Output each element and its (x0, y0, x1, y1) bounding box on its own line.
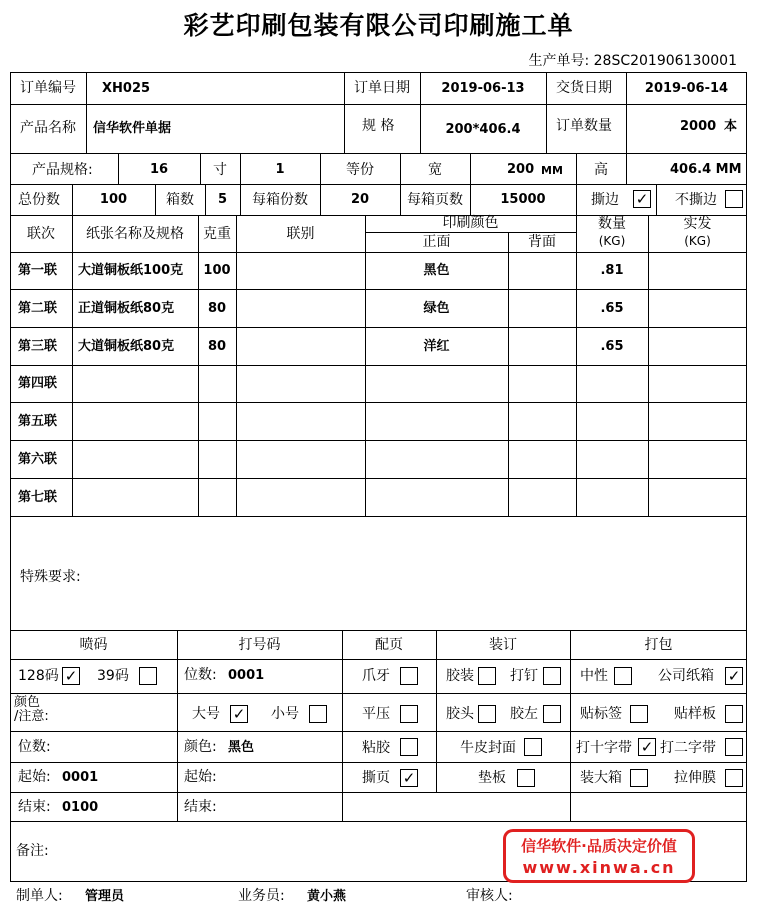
label-stick-checkbox[interactable] (630, 705, 648, 723)
header-print-color: 印刷颜色 (442, 215, 499, 231)
sticky-checkbox[interactable] (400, 738, 418, 756)
neutral-checkbox[interactable] (614, 667, 632, 685)
tear-page-label: 撕页 (362, 770, 390, 786)
claw-label: 爪牙 (362, 668, 390, 684)
no-tear-edge-label: 不撕边 (675, 192, 717, 208)
order-qty-label: 订单数量 (556, 118, 612, 134)
start-value[interactable]: 0001 (62, 770, 99, 785)
big-box-checkbox[interactable] (630, 769, 648, 787)
row-front-color[interactable]: 绿色 (423, 301, 450, 316)
glue-bind-checkbox[interactable] (478, 667, 496, 685)
neutral-label: 中性 (580, 668, 608, 684)
pad-label: 垫板 (478, 770, 506, 786)
cross-strap-label: 打十字带 (576, 740, 632, 756)
row-part: 第七联 (18, 490, 58, 505)
stretch-film-checkbox[interactable] (725, 769, 743, 787)
row-part: 第五联 (18, 414, 58, 429)
row-front-color[interactable]: 黑色 (423, 263, 450, 278)
double-strap-checkbox[interactable] (725, 738, 743, 756)
order-qty-unit: 本 (724, 119, 738, 134)
small-size-checkbox[interactable] (309, 705, 327, 723)
order-qty-value[interactable]: 2000 (680, 119, 717, 134)
boxes-label: 箱数 (166, 192, 194, 208)
per-box-value[interactable]: 20 (350, 192, 370, 207)
stamp-slogan: 信华软件·品质决定价值 (521, 837, 677, 855)
label-stick-label: 贴标签 (580, 706, 622, 722)
digits2-label: 位数: (18, 739, 51, 755)
total-copies-label: 总份数 (18, 192, 60, 208)
tear-page-checkbox[interactable]: ✓ (400, 769, 418, 787)
header-binding: 装订 (489, 637, 517, 653)
total-copies-value[interactable]: 100 (99, 192, 128, 207)
row-paper[interactable]: 大道铜板纸80克 (78, 339, 175, 354)
cross-strap-checkbox[interactable]: ✓ (638, 738, 656, 756)
product-spec-label: 产品规格: (32, 162, 93, 178)
row-paper[interactable]: 大道铜板纸100克 (78, 263, 184, 278)
code39-checkbox[interactable] (139, 667, 157, 685)
parts-label: 等份 (346, 162, 374, 178)
order-no-label: 订单编号 (20, 80, 76, 96)
row-part: 第三联 (18, 339, 58, 354)
remarks-label: 备注: (16, 843, 49, 859)
special-requirements-label: 特殊要求: (20, 569, 81, 585)
salesperson-label: 业务员: (238, 888, 285, 904)
sample-board-checkbox[interactable] (725, 705, 743, 723)
pages-per-box-label: 每箱页数 (407, 192, 463, 208)
stretch-film-label: 拉伸膜 (674, 770, 716, 786)
digits-value[interactable]: 0001 (228, 668, 265, 683)
staple-label: 打钉 (510, 668, 538, 684)
row-qty[interactable]: .65 (600, 301, 624, 316)
production-number: 生产单号: 28SC201906130001 (528, 53, 737, 69)
order-date-value[interactable]: 2019-06-13 (441, 81, 525, 96)
row-paper[interactable]: 正道铜板纸80克 (78, 301, 175, 316)
header-paper: 纸张名称及规格 (86, 226, 184, 242)
width-unit: MM (541, 164, 563, 177)
maker-value[interactable]: 管理员 (85, 889, 125, 904)
width-value[interactable]: 200 (507, 162, 535, 177)
header-actual-unit: (KG) (684, 234, 711, 248)
row-qty[interactable]: .81 (600, 263, 624, 278)
header-spray-code: 喷码 (79, 637, 108, 653)
color-value[interactable]: 黑色 (228, 740, 255, 755)
page-title: 彩艺印刷包装有限公司印刷施工单 (183, 11, 574, 40)
product-spec-value[interactable]: 16 (149, 162, 169, 177)
header-front: 正面 (422, 234, 451, 250)
row-part: 第四联 (18, 376, 58, 391)
glue-head-checkbox[interactable] (478, 705, 496, 723)
order-date-label: 订单日期 (354, 80, 410, 96)
row-weight[interactable]: 100 (203, 263, 231, 278)
row-weight[interactable]: 80 (207, 301, 227, 316)
row-part: 第二联 (18, 301, 58, 316)
company-box-checkbox[interactable]: ✓ (725, 667, 743, 685)
no-tear-edge-checkbox[interactable] (725, 190, 743, 208)
product-name-value[interactable]: 信华软件单据 (93, 121, 172, 136)
reviewer-label: 审核人: (466, 888, 513, 904)
kraft-cover-label: 牛皮封面 (460, 740, 516, 756)
pad-checkbox[interactable] (517, 769, 535, 787)
tear-edge-checkbox[interactable]: ✓ (633, 190, 651, 208)
salesperson-value[interactable]: 黄小燕 (307, 889, 347, 904)
digits-label: 位数: (184, 667, 217, 683)
per-box-label: 每箱份数 (252, 192, 308, 208)
big-size-label: 大号 (192, 706, 220, 722)
row-part: 第六联 (18, 452, 58, 467)
delivery-date-value[interactable]: 2019-06-14 (644, 81, 729, 96)
sticky-label: 粘胶 (362, 740, 390, 756)
staple-checkbox[interactable] (543, 667, 561, 685)
stamp-website: www.xinwa.cn (522, 858, 676, 877)
sample-board-label: 贴样板 (674, 706, 716, 722)
code39-label: 39码 (97, 668, 129, 684)
double-strap-label: 打二字带 (660, 740, 716, 756)
end-label: 结束: (18, 799, 51, 815)
header-weight: 克重 (203, 226, 231, 242)
boxes-value[interactable]: 5 (217, 192, 228, 207)
header-back: 背面 (528, 234, 556, 250)
glue-head-label: 胶头 (446, 706, 474, 722)
row-weight[interactable]: 80 (207, 339, 227, 354)
code128-label: 128码 (18, 668, 59, 684)
end2-label: 结束: (184, 799, 217, 815)
end-value[interactable]: 0100 (62, 800, 99, 815)
code128-checkbox[interactable]: ✓ (62, 667, 80, 685)
kraft-cover-checkbox[interactable] (524, 738, 542, 756)
order-no-value[interactable]: XH025 (102, 81, 151, 96)
color-label: 颜色: (184, 739, 217, 755)
header-packing: 打包 (644, 637, 673, 653)
claw-checkbox[interactable] (400, 667, 418, 685)
spec-value[interactable]: 200*406.4 (445, 122, 521, 137)
big-size-checkbox[interactable]: ✓ (230, 705, 248, 723)
row-qty[interactable]: .65 (600, 339, 624, 354)
header-type: 联别 (286, 226, 315, 242)
company-stamp (503, 829, 695, 883)
row-front-color[interactable]: 洋红 (423, 339, 450, 354)
product-name-label: 产品名称 (20, 120, 76, 136)
big-box-label: 装大箱 (580, 770, 622, 786)
width-label: 宽 (428, 162, 442, 178)
header-collate: 配页 (375, 637, 403, 653)
row-part: 第一联 (18, 263, 58, 278)
maker-label: 制单人: (16, 888, 63, 904)
glue-left-label: 胶左 (510, 706, 538, 722)
header-part: 联次 (27, 226, 55, 242)
header-actual: 实发 (683, 216, 712, 232)
color-note-label: 颜色 /注意: (14, 695, 49, 724)
header-qty-unit: (KG) (598, 234, 626, 248)
delivery-date-label: 交货日期 (556, 80, 612, 96)
spec-label: 规 格 (362, 118, 395, 134)
height-label: 高 (594, 162, 608, 178)
header-qty: 数量 (598, 216, 626, 232)
company-box-label: 公司纸箱 (658, 668, 714, 684)
small-size-label: 小号 (271, 706, 299, 722)
pages-per-box-value[interactable]: 15000 (500, 192, 546, 207)
inch-label: 寸 (213, 162, 227, 178)
flat-press-checkbox[interactable] (400, 705, 418, 723)
header-numbering: 打号码 (238, 637, 281, 653)
glue-left-checkbox[interactable] (543, 705, 561, 723)
glue-bind-label: 胶装 (446, 668, 474, 684)
start-label: 起始: (18, 769, 51, 785)
tear-edge-label: 撕边 (591, 192, 619, 208)
start2-label: 起始: (184, 769, 217, 785)
height-value[interactable]: 406.4 MM (670, 162, 742, 177)
inch-value[interactable]: 1 (275, 162, 285, 177)
flat-press-label: 平压 (362, 706, 390, 722)
